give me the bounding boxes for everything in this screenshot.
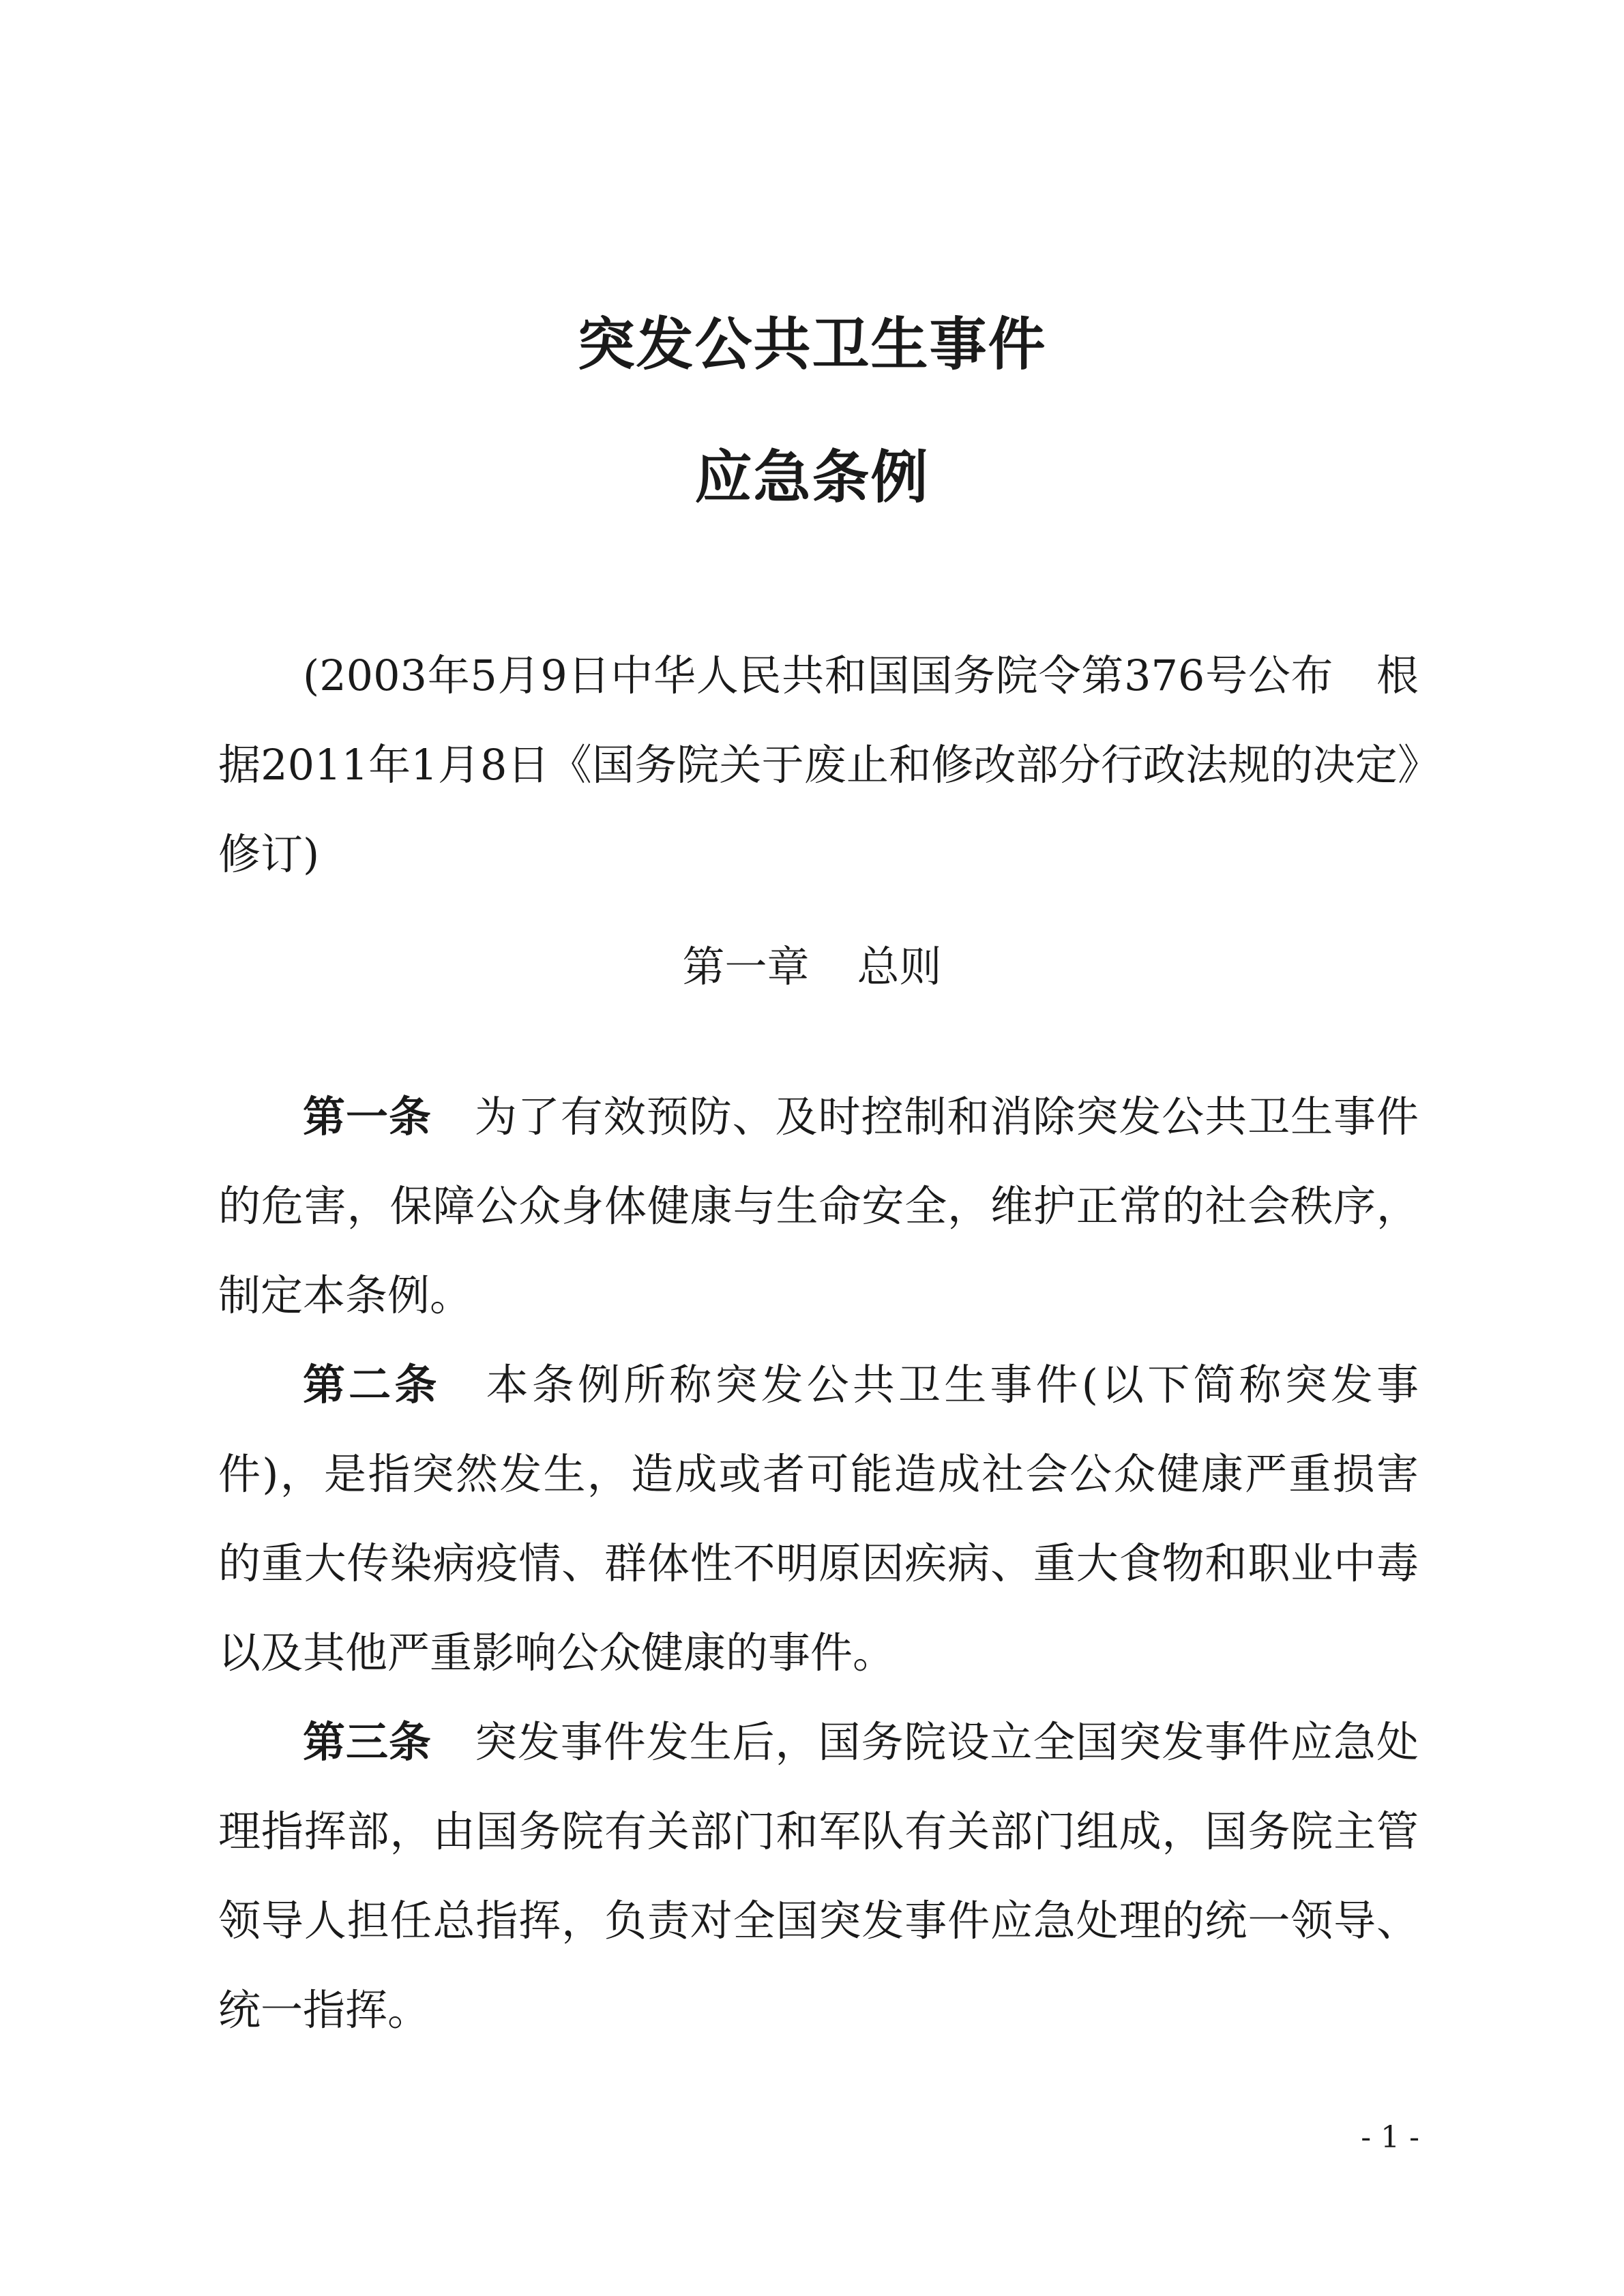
article-3-label: 第三条: [303, 1717, 432, 1767]
chapter-heading: [0, 933, 1624, 1001]
article-2: [218, 1340, 1419, 1697]
promulgation-note: [218, 631, 1419, 899]
document-title-line-2: 应急条例: [694, 444, 930, 511]
article-1: [218, 1072, 1419, 1340]
article-2-label: 第二条: [303, 1360, 441, 1410]
article-3: [218, 1697, 1419, 2055]
chapter-name: 总则: [857, 942, 942, 992]
article-2-text: 本条例所称突发公共卫生事件(以下简称突发事件)，是指突然发生，造成或者可能造成社会公众健康严重损害的重大传染病疫情、群体性不明原因疾病、重大食物和职业中毒以及其他严重影响公众健康的事件。: [218, 1360, 1419, 1678]
article-1-label: 第一条: [303, 1092, 432, 1142]
article-list: [218, 1072, 1419, 2055]
article-3-text: 突发事件发生后，国务院设立全国突发事件应急处理指挥部，由国务院有关部门和军队有关部门组成，国务院主管领导人担任总指挥，负责对全国突发事件应急处理的统一领导、统一指挥。: [218, 1717, 1419, 2035]
promulgation-note-text: (2003年5月9日中华人民共和国国务院令第376号公布 根据2011年1月8日《国务院关于废止和修改部分行政法规的决定》修订): [218, 651, 1419, 879]
page-number: - 1 -: [1361, 2120, 1419, 2155]
chapter-number: 第一章: [682, 942, 810, 992]
document-title-line-1: 突发公共卫生事件: [577, 311, 1047, 378]
article-1-text: 为了有效预防、及时控制和消除突发公共卫生事件的危害，保障公众身体健康与生命安全，维护正常的社会秩序，制定本条例。: [218, 1092, 1419, 1320]
